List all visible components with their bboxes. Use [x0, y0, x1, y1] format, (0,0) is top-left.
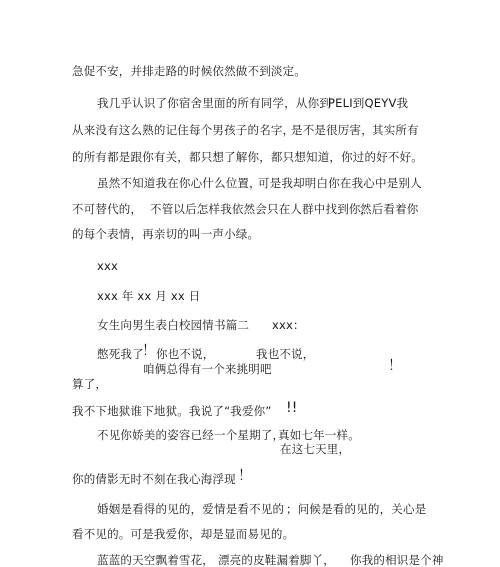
text-line-16: 看不见的。可是我爱你，却是显而易见的。 — [72, 527, 295, 541]
signature-name: xxx — [97, 259, 119, 273]
text-line-12b: 真如七年一样。 — [278, 428, 360, 442]
text-line-6c: 然后看着你 — [360, 202, 419, 216]
text-line-8d: 我也不说， — [256, 347, 315, 361]
section-title: 女生向男生表白校园情书篇二 — [97, 318, 250, 332]
text-line-6b: 不管以后怎样我依然会只在人群中找到你， — [150, 202, 373, 216]
text-line-12a: 不见你娇美的姿容已经一个星期了， — [97, 428, 285, 442]
text-line-8a: 憋死我了 — [97, 347, 144, 361]
signature-date: xxx 年 xx 月 xx 日 — [97, 289, 201, 303]
text-line-9a: 咱俩总得有一个来挑明吧 — [143, 362, 272, 376]
salutation: xxx： — [272, 318, 305, 332]
text-line-11b: !! — [286, 400, 298, 416]
text-line-10: 算了， — [72, 377, 108, 391]
text-line-17b: 漂亮的皮鞋漏着脚丫， — [218, 553, 335, 567]
text-line-8c: 你也不说， — [156, 347, 215, 361]
text-line-1: 急促不安，并排走路的时候依然做不到淡定。 — [72, 64, 306, 78]
text-line-3: 从来没有这么熟的记住每个男孩子的名字， — [72, 123, 295, 137]
text-line-3c: 其实所有 — [372, 123, 419, 137]
text-line-13: 在这七天里， — [280, 442, 351, 456]
text-line-3b: 是不是很厉害， — [291, 123, 373, 137]
text-line-8b: ！ — [142, 343, 157, 359]
text-line-2b: PELI到QEYV我 — [328, 96, 409, 110]
text-line-17a: 蓝蓝的天空飘着雪花， — [97, 553, 214, 567]
text-line-5: 虽然不知道我在你心什么位置， — [97, 176, 261, 190]
text-line-17c: 你我的相识是个神 — [350, 553, 444, 567]
text-line-4: 的所有都是跟你有关，都只想了解你，都只想知道，你过的好不好。 — [72, 150, 423, 164]
text-line-15a: 婚姻是看得的见的，爱情是看不见的 — [97, 502, 285, 516]
text-line-9b: ！ — [388, 358, 403, 374]
text-line-5b: 可是我却明白你在我心中是别人 — [258, 176, 422, 190]
text-line-14a: 你的倩影无时不刻在我心海浮现 — [72, 472, 236, 486]
text-line-6: 不可替代的， — [72, 202, 143, 216]
text-line-2: 我几乎认识了你宿舍里面的所有同学，从你到 — [97, 96, 331, 110]
text-line-15b: ；问候是看的见的，关心是 — [286, 502, 427, 516]
text-line-14b: ！ — [238, 468, 253, 484]
text-line-7: 的每个表情，再亲切的叫一声小绿。 — [72, 227, 260, 241]
text-line-11a: 我不下地狱谁下地狱。我说了“我爱你” — [72, 404, 272, 418]
